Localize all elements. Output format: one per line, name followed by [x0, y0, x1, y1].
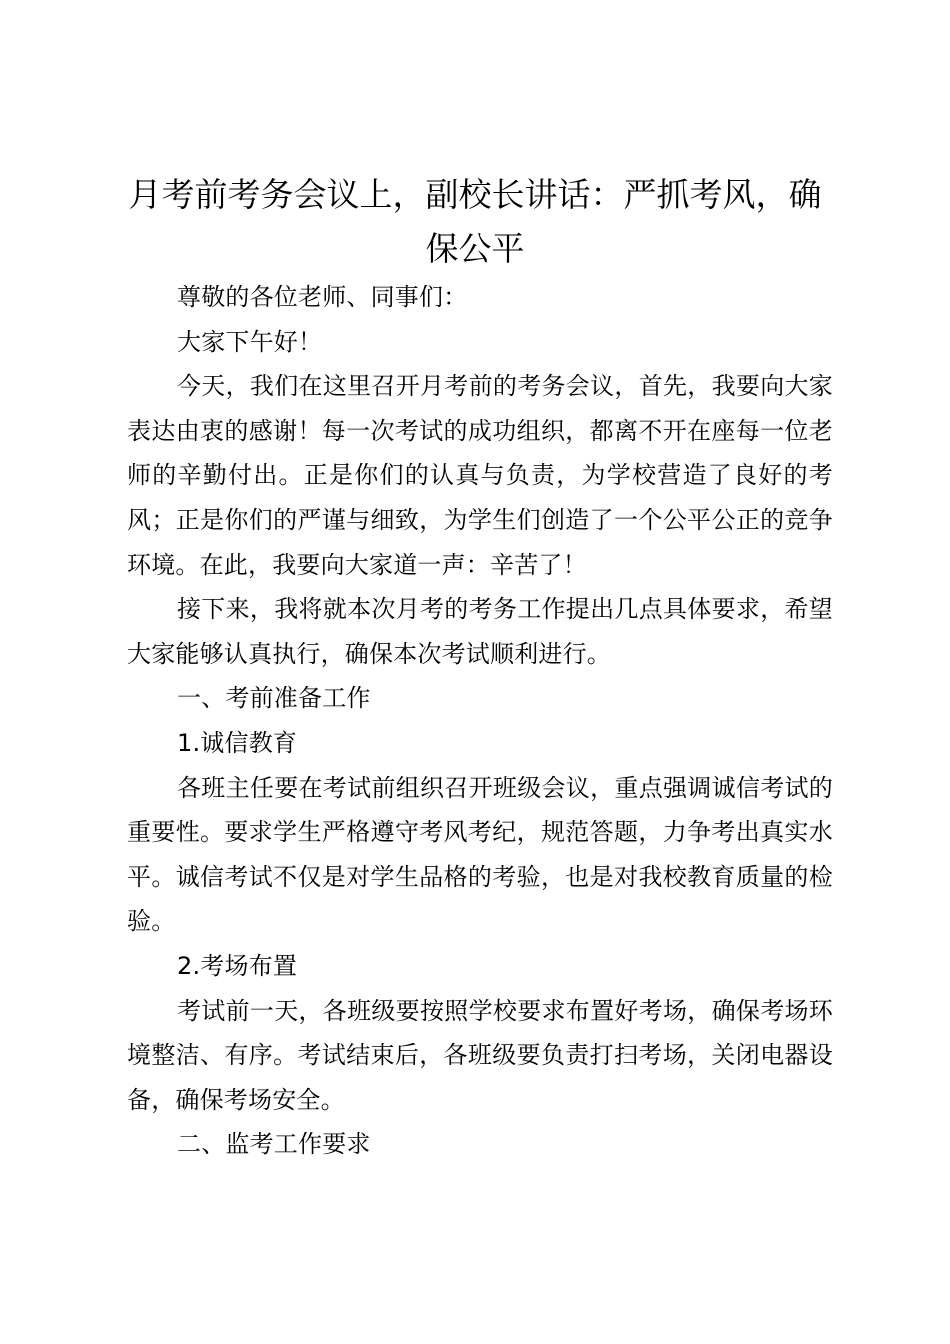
section-heading-1: 一、考前准备工作	[177, 684, 371, 713]
salutation: 尊敬的各位老师、同事们：	[177, 283, 468, 311]
document-body	[127, 275, 833, 1167]
document-title: 月考前考务会议上，副校长讲话：严抓考风，确保公平	[128, 175, 822, 268]
subheading-1-1: 1.诚信教育	[177, 728, 298, 757]
paragraph-integrity: 各班主任要在考试前组织召开班级会议，重点强调诚信考试的重要性。要求学生严格遵守考风考纪，规范答题，力争考出真实水平。诚信考试不仅是对学生品格的考验，也是对我校教育质量的检验。	[127, 773, 833, 936]
paragraph-intro: 接下来，我将就本次月考的考务工作提出几点具体要求，希望大家能够认真执行，确保本次考试顺利进行。	[127, 595, 833, 668]
greeting: 大家下午好！	[177, 327, 323, 356]
paragraph-thanks: 今天，我们在这里召开月考前的考务会议，首先，我要向大家表达由衷的感谢！每一次考试的成功组织，都离不开在座每一位老师的辛勤付出。正是你们的认真与负责，为学校营造了良好的考风；正是你们的严谨与细致，为学生们创造了一个公平公正的竞争环境。在此，我要向大家道一声：辛苦了！	[127, 372, 833, 579]
paragraph-exam-room: 考试前一天，各班级要按照学校要求布置好考场，确保考场环境整洁、有序。考试结束后，各班级要负责打扫考场，关闭电器设备，确保考场安全。	[127, 996, 833, 1114]
section-heading-2: 二、监考工作要求	[177, 1130, 371, 1159]
subheading-1-2: 2.考场布置	[177, 951, 298, 980]
